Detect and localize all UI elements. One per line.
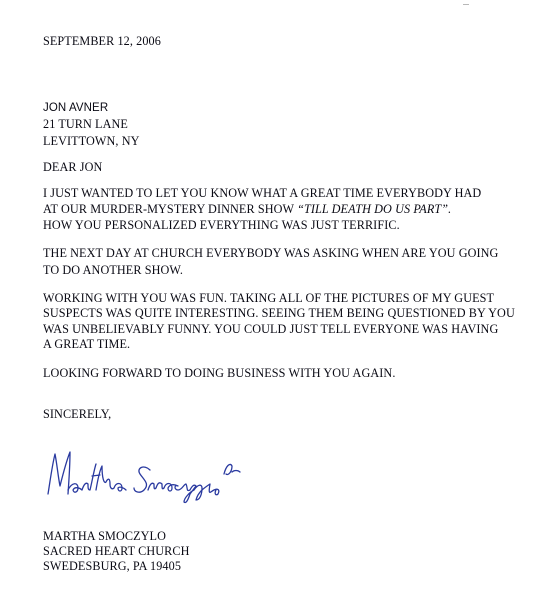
closing: SINCERELY, <box>43 407 112 421</box>
sender-name: MARTHA SMOCZYLO <box>43 529 166 543</box>
show-title: “TILL DEATH DO US PART”. <box>297 202 452 216</box>
paragraph4: LOOKING FORWARD TO DOING BUSINESS WITH YOU AGAIN. <box>43 366 396 380</box>
paragraph2-line2: TO DO ANOTHER SHOW. <box>43 263 184 277</box>
recipient-city: LEVITTOWN, NY <box>43 134 140 148</box>
sender-organization: SACRED HEART CHURCH <box>43 544 190 558</box>
paragraph1-line3: HOW YOU PERSONALIZED EVERYTHING WAS JUST TERRIFIC. <box>43 218 400 232</box>
recipient-street: 21 TURN LANE <box>43 117 128 131</box>
scan-mark <box>463 4 469 9</box>
paragraph1-line1: I JUST WANTED TO LET YOU KNOW WHAT A GREAT TIME EVERYBODY HAD <box>43 186 482 200</box>
paragraph3-line4: A GREAT TIME. <box>43 337 131 351</box>
paragraph3-line3: WAS UNBELIEVABLY FUNNY. YOU COULD JUST TELL EVERYONE WAS HAVING <box>43 322 499 336</box>
salutation: DEAR JON <box>43 160 103 174</box>
letter-date: SEPTEMBER 12, 2006 <box>43 34 161 48</box>
paragraph3-line1: WORKING WITH YOU WAS FUN. TAKING ALL OF THE PICTURES OF MY GUEST <box>43 291 495 305</box>
paragraph1-line2 <box>43 202 451 216</box>
paragraph2-line1: THE NEXT DAY AT CHURCH EVERYBODY WAS ASKING WHEN ARE YOU GOING <box>43 246 499 260</box>
paragraph1-line2-text: AT OUR MURDER-MYSTERY DINNER SHOW <box>43 202 298 216</box>
paragraph3-line2: SUSPECTS WAS QUITE INTERESTING. SEEING THEM BEING QUESTIONED BY YOU <box>43 306 515 320</box>
sender-city: SWEDESBURG, PA 19405 <box>43 559 182 573</box>
handwritten-signature <box>38 444 258 506</box>
recipient-name: JON AVNER <box>43 102 109 114</box>
